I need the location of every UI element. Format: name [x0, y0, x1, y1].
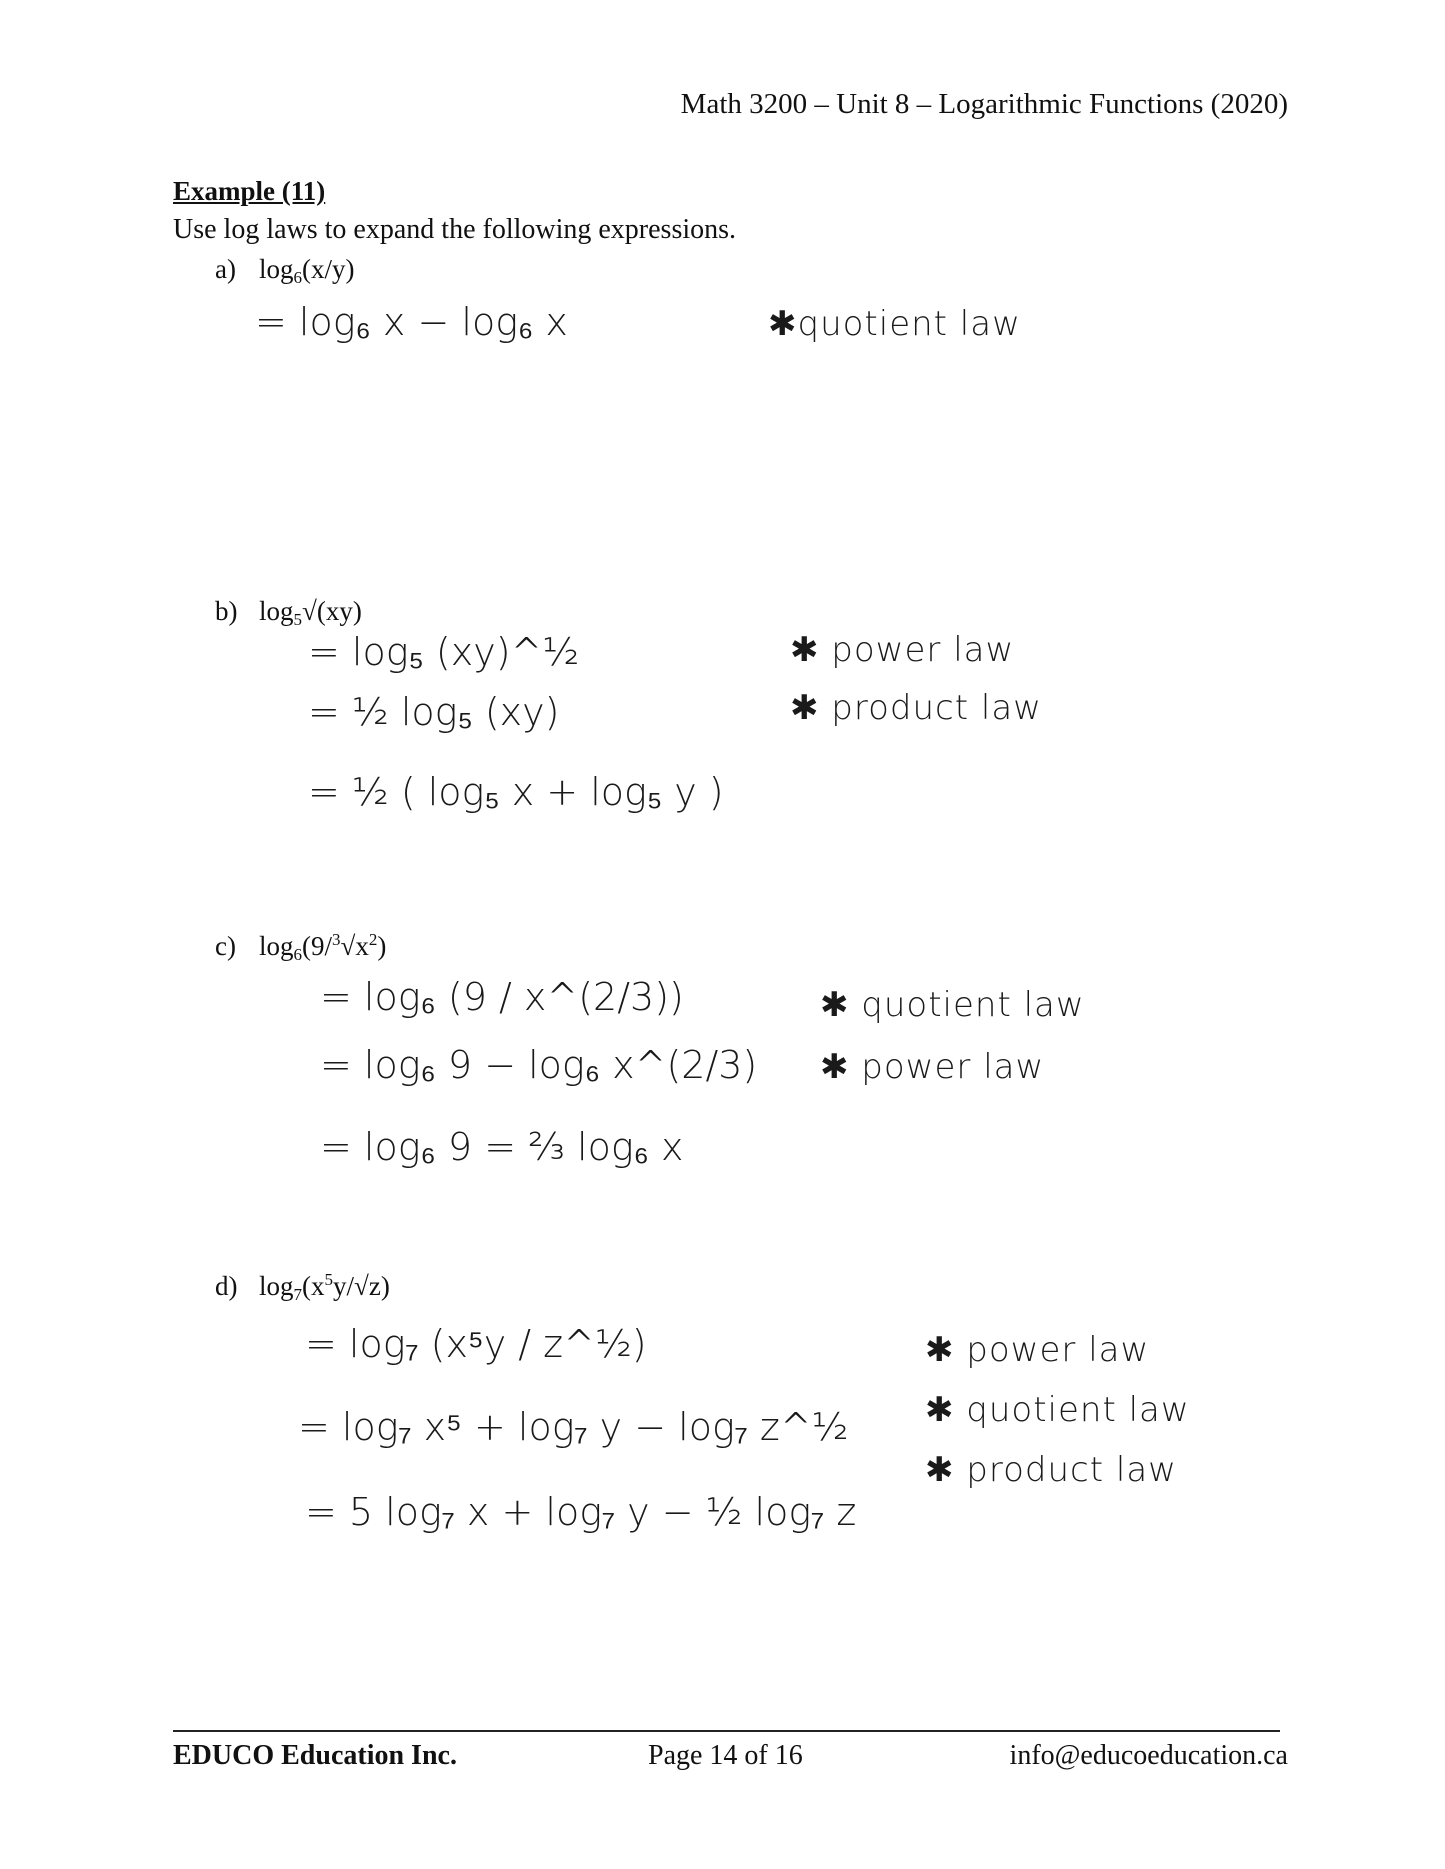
footer-page-number: Page 14 of 16: [648, 1740, 803, 1771]
footer-company: EDUCO Education Inc.: [173, 1740, 457, 1771]
question-b: b) $\log_5√(xy)$: [215, 596, 362, 629]
step-b-3: = ½ ( log₅ x + log₅ y ): [308, 770, 724, 814]
example-title: Example (11): [173, 176, 326, 206]
note-d-1: ✱ power law: [925, 1330, 1150, 1370]
step-c-1: = log₆ (9 / x^(2/3)): [320, 975, 684, 1019]
example-instruction: Use log laws to expand the following expressions.: [173, 214, 737, 245]
note-c-2: ✱ power law: [820, 1047, 1045, 1087]
note-d-3: ✱ product law: [925, 1450, 1177, 1490]
question-d-label: d): [215, 1271, 238, 1301]
footer-email: info@educoeducation.ca: [1009, 1740, 1288, 1771]
step-a-1: = log₆ x − log₆ x: [255, 300, 568, 344]
question-c: c) $\log_6(9/^3√x^2)$: [215, 930, 387, 964]
step-b-1: = log₅ (xy)^½: [308, 630, 580, 674]
question-d: d) $\log_7(x^5y/√z)$: [215, 1270, 390, 1304]
question-c-label: c): [215, 931, 236, 961]
note-c-1: ✱ quotient law: [820, 985, 1085, 1025]
question-a: a) $\log_6(x/y)$: [215, 254, 355, 287]
document-header: Math 3200 – Unit 8 – Logarithmic Functions (2020): [680, 88, 1288, 120]
step-c-2: = log₆ 9 − log₆ x^(2/3): [320, 1043, 758, 1087]
note-d-2: ✱ quotient law: [925, 1390, 1190, 1430]
question-a-label: a): [215, 254, 236, 284]
footer-divider: [173, 1730, 1280, 1732]
step-b-2: = ½ log₅ (xy): [308, 690, 560, 734]
note-a-1: ✱quotient law: [768, 304, 1021, 344]
note-b-2: ✱ product law: [790, 688, 1042, 728]
question-b-label: b): [215, 596, 238, 626]
step-d-1: = log₇ (x⁵y / z^½): [305, 1322, 647, 1366]
note-b-1: ✱ power law: [790, 630, 1015, 670]
step-d-2: = log₇ x⁵ + log₇ y − log₇ z^½: [298, 1405, 849, 1449]
step-d-3: = 5 log₇ x + log₇ y − ½ log₇ z: [305, 1490, 857, 1534]
step-c-3: = log₆ 9 = ⅔ log₆ x: [320, 1125, 684, 1169]
